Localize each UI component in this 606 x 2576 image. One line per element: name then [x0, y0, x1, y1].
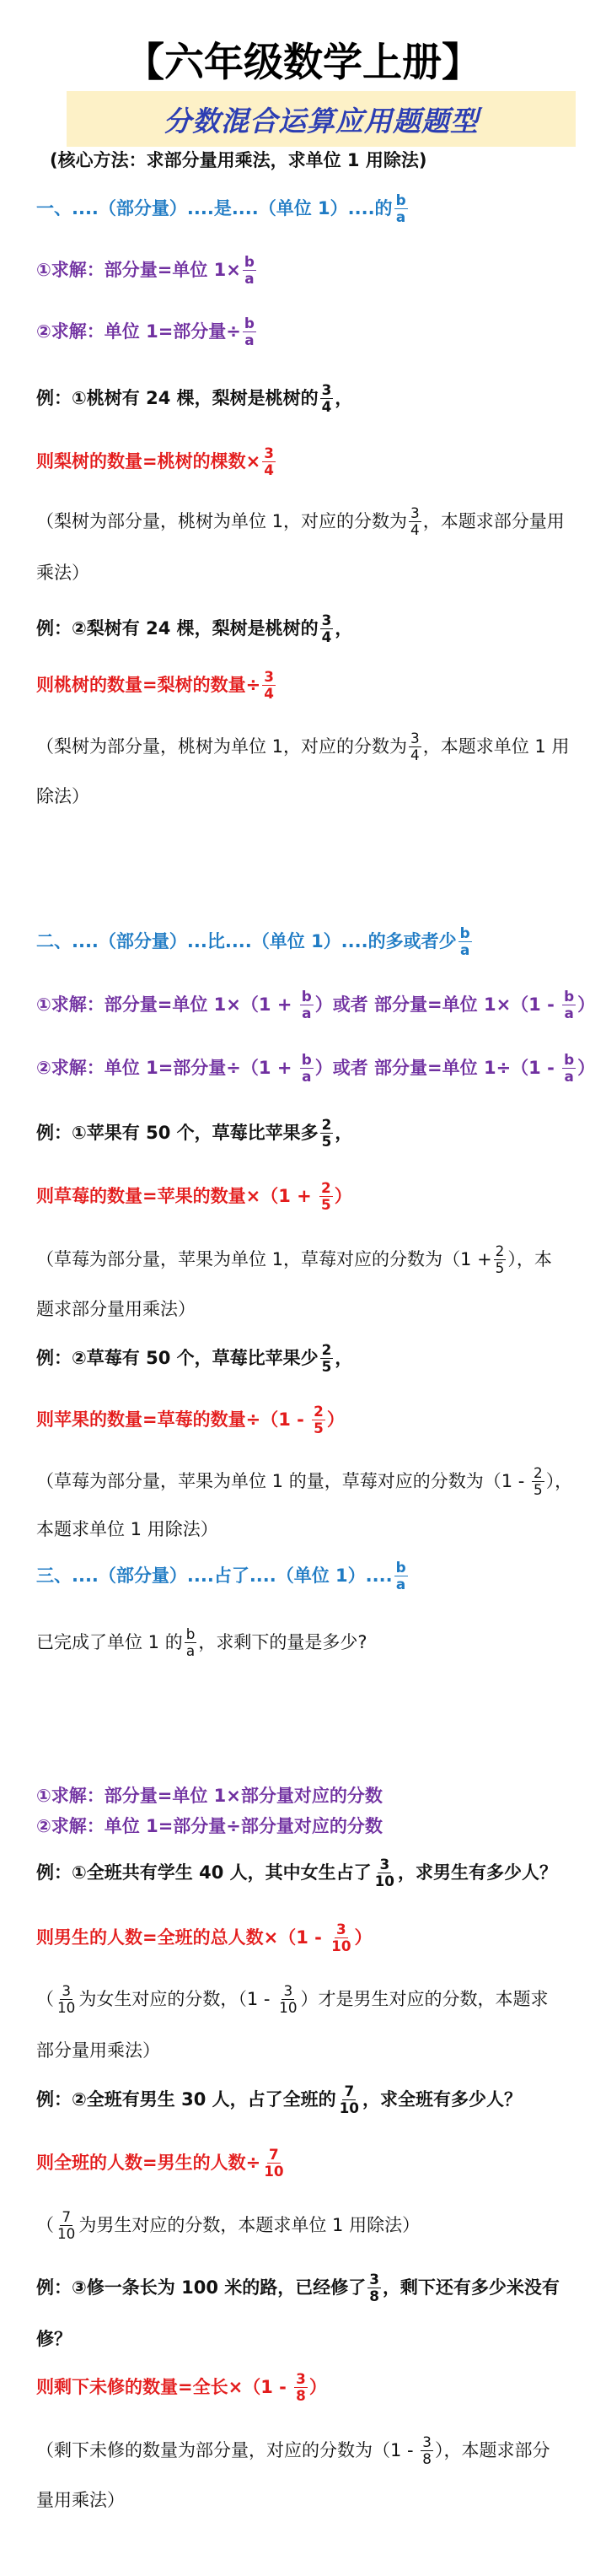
- solve-text-end: ）: [577, 994, 596, 1015]
- solve-text: ①求解：部分量=单位 1×部分量对应的分数: [36, 1786, 383, 1806]
- question-text: 例：②全班有男生 30 人，占了全班的: [36, 2089, 336, 2110]
- solve-text: ②求解：单位 1=部分量÷（1 +: [36, 1058, 298, 1078]
- section1-example2-note-line1: [36, 721, 569, 772]
- section3-example3-note-line2: [36, 2475, 125, 2525]
- fraction: [262, 445, 276, 478]
- section1-example1-answer: [36, 436, 277, 487]
- section1-heading: [36, 183, 410, 234]
- fraction-numerator: b: [185, 1625, 196, 1642]
- section2-example2-question: [36, 1333, 352, 1383]
- fraction: [330, 1921, 352, 1954]
- section2-example1-note-line2: [36, 1284, 196, 1334]
- answer-text: 则草莓的数量=苹果的数量×（1 +: [36, 1186, 319, 1206]
- section2-example2-note-line1: [36, 1456, 572, 1506]
- solve-text: ②求解：单位 1=部分量÷部分量对应的分数: [36, 1816, 383, 1836]
- fraction-numerator: 2: [321, 1115, 332, 1133]
- section2-solve2: [36, 1043, 595, 1093]
- fraction-numerator: 3: [422, 2433, 432, 2450]
- answer-text: 则男生的人数=全班的总人数×（1 -: [36, 1927, 329, 1948]
- fraction-denominator: a: [185, 1641, 196, 1659]
- fraction-denominator: a: [459, 940, 470, 958]
- fraction-denominator: a: [302, 1004, 312, 1021]
- question-text: 修？: [36, 2329, 72, 2349]
- fraction: [421, 2434, 433, 2467]
- fraction-numerator: b: [395, 191, 406, 208]
- fraction-denominator: 10: [57, 2224, 76, 2242]
- fraction-denominator: 4: [321, 628, 332, 645]
- note-text: 部分量用乘法）: [36, 2040, 160, 2061]
- fraction: [494, 1243, 507, 1276]
- fraction: [185, 1626, 197, 1659]
- fraction-numerator: b: [301, 1050, 312, 1068]
- section3-example3-question-line2: [36, 2314, 72, 2364]
- fraction: [562, 989, 576, 1021]
- note-text-end: ）才是男生对应的分数，本题求: [300, 1989, 549, 2009]
- question-text: 例：②草莓有 50 个，草莓比苹果少: [36, 1348, 319, 1368]
- section2-heading: [36, 916, 474, 967]
- question-text-end: ，剩下还有多少米没有: [382, 2277, 560, 2298]
- core-method-text: (核心方法：求部分量用乘法，求单位 1 用除法): [50, 150, 427, 170]
- fraction: [262, 669, 276, 702]
- fraction-denominator: 10: [279, 1998, 298, 2016]
- fraction-numerator: b: [564, 987, 575, 1005]
- section3-solve2: [36, 1801, 383, 1851]
- answer-text: 则剩下未修的数量=全长×（1 -: [36, 2377, 293, 2397]
- note-text: （: [36, 1989, 54, 2009]
- fraction-numerator: b: [301, 987, 312, 1005]
- fraction: [562, 1052, 576, 1085]
- intro-text-end: ，求剩下的量是多少?: [198, 1632, 367, 1652]
- section3-example3-note-line1: [36, 2425, 550, 2476]
- answer-text-end: ）: [354, 1927, 373, 1948]
- question-text-end: ，: [335, 618, 353, 639]
- fraction-denominator: 5: [321, 1357, 332, 1375]
- note-text-end: ，本题求单位 1 用: [422, 736, 570, 757]
- section1-example1-note-line2: [36, 547, 89, 598]
- fraction: [338, 2083, 361, 2116]
- fraction: [320, 382, 334, 415]
- fraction: [243, 315, 256, 348]
- intro-text: 已完成了单位 1 的: [36, 1632, 183, 1652]
- fraction: [294, 2371, 308, 2404]
- question-text-end: ，: [335, 388, 353, 408]
- solve-text: ②求解：单位 1=部分量÷: [36, 321, 241, 342]
- section1-heading-text: 一、....（部分量）....是....（单位 1）....的: [36, 198, 393, 218]
- fraction-numerator: b: [244, 252, 255, 270]
- fraction-denominator: a: [395, 207, 406, 225]
- fraction-numerator: 3: [283, 1981, 293, 1999]
- section1-example1-note-line1: [36, 496, 565, 547]
- fraction-denominator: 10: [339, 2099, 359, 2116]
- note-text: （: [36, 2215, 54, 2235]
- fraction: [532, 1465, 544, 1498]
- page-title: 【六年级数学上册】: [125, 40, 481, 86]
- fraction-denominator: 5: [314, 1419, 324, 1436]
- question-text: 例：①苹果有 50 个，草莓比苹果多: [36, 1123, 319, 1143]
- fraction: [373, 1857, 396, 1889]
- fraction: [300, 1052, 314, 1085]
- answer-text-end: ）: [326, 1409, 345, 1430]
- fraction-denominator: a: [302, 1067, 312, 1085]
- fraction-numerator: 2: [495, 1242, 505, 1259]
- fraction-denominator: 10: [57, 1998, 76, 2016]
- note-text-end: ），: [545, 1471, 573, 1491]
- section3-example1-question: [36, 1847, 557, 1898]
- section3-example2-answer: [36, 2137, 287, 2188]
- fraction-denominator: 5: [534, 1480, 543, 1498]
- fraction-denominator: 4: [410, 746, 420, 763]
- fraction-denominator: 8: [369, 2287, 379, 2304]
- fraction: [320, 1117, 334, 1150]
- section1-solve1: [36, 245, 258, 295]
- fraction-numerator: 2: [314, 1402, 324, 1420]
- question-text-end: ，: [335, 1348, 353, 1368]
- fraction-numerator: 2: [321, 1178, 331, 1196]
- section3-example1-answer: [36, 1912, 373, 1963]
- fraction-numerator: 3: [379, 1855, 390, 1873]
- fraction-denominator: 10: [374, 1872, 394, 1889]
- section1-example2-answer: [36, 660, 277, 710]
- answer-text-end: ）: [308, 2377, 327, 2397]
- fraction-numerator: b: [459, 924, 470, 941]
- fraction: [319, 1180, 333, 1213]
- note-text: 量用乘法）: [36, 2490, 125, 2510]
- fraction-numerator: 3: [410, 504, 420, 521]
- subtitle: 分数混合运算应用题题型: [164, 104, 479, 137]
- note-text: 本题求单位 1 用除法）: [36, 1519, 218, 1539]
- fraction: [409, 505, 421, 538]
- fraction: [367, 2272, 381, 2304]
- fraction: [243, 254, 256, 287]
- question-text-end: ，求男生有多少人？: [397, 1862, 557, 1883]
- fraction-denominator: 10: [331, 1937, 351, 1954]
- fraction-denominator: 5: [321, 1132, 332, 1150]
- question-text: 例：①全班共有学生 40 人，其中女生占了: [36, 1862, 372, 1883]
- fraction: [394, 192, 408, 225]
- note-text: （草莓为部分量，苹果为单位 1 的量，草莓对应的分数为（1 -: [36, 1471, 530, 1491]
- fraction-denominator: a: [564, 1067, 574, 1085]
- section2-example2-note-line2: [36, 1504, 218, 1555]
- section3-heading: [36, 1550, 410, 1601]
- section3-intro: [36, 1617, 367, 1668]
- fraction: [56, 2209, 77, 2242]
- section3-example1-note-line2: [36, 2025, 160, 2076]
- section3-example3-answer: [36, 2362, 327, 2412]
- fraction-numerator: 3: [321, 611, 332, 628]
- solve-text-middle: ）或者 部分量=单位 1×（1 -: [314, 994, 561, 1015]
- section3-example1-note-line1: [36, 1974, 549, 2024]
- note-text: 乘法）: [36, 563, 89, 583]
- section2-solve1: [36, 979, 595, 1030]
- fraction: [320, 1342, 334, 1375]
- fraction: [262, 2147, 285, 2180]
- fraction: [394, 1560, 408, 1592]
- section2-heading-text: 二、....（部分量）...比....（单位 1）....的多或者少: [36, 931, 457, 951]
- question-text: 例：①桃树有 24 棵，梨树是桃树的: [36, 388, 319, 408]
- fraction-denominator: 4: [410, 520, 420, 538]
- question-text: 例：②梨树有 24 棵，梨树是桃树的: [36, 618, 319, 639]
- fraction-denominator: a: [395, 1575, 406, 1592]
- fraction-numerator: 3: [369, 2270, 379, 2288]
- section3-heading-text: 三、....（部分量）....占了....（单位 1）....: [36, 1566, 393, 1586]
- note-text: 除法）: [36, 786, 89, 806]
- section1-example2-note-line2: [36, 771, 89, 822]
- answer-text: 则梨树的数量=桃树的棵数×: [36, 451, 261, 472]
- fraction-numerator: 3: [335, 1920, 346, 1937]
- fraction-numerator: 3: [410, 729, 420, 746]
- fraction: [300, 989, 314, 1021]
- fraction: [56, 1983, 77, 2016]
- fraction-denominator: a: [564, 1004, 574, 1021]
- section3-example2-question: [36, 2074, 522, 2125]
- note-text-end: ，本题求部分量用: [422, 511, 565, 531]
- section3-example2-note: [36, 2200, 420, 2250]
- solve-text: ①求解：部分量=单位 1×: [36, 260, 241, 280]
- fraction-denominator: 4: [321, 397, 332, 415]
- note-text: （剩下未修的数量为部分量，对应的分数为（1 -: [36, 2440, 420, 2460]
- fraction-numerator: 7: [62, 2207, 72, 2225]
- question-text: 例：③修一条长为 100 米的路，已经修了: [36, 2277, 367, 2298]
- fraction-denominator: 8: [296, 2386, 306, 2404]
- answer-text: 则苹果的数量=草莓的数量÷（1 -: [36, 1409, 311, 1430]
- fraction: [320, 612, 334, 645]
- note-text-end: ），本题求部分: [434, 2440, 550, 2460]
- fraction-denominator: a: [244, 331, 255, 348]
- note-text: （草莓为部分量，苹果为单位 1，草莓对应的分数为（1 +: [36, 1249, 492, 1269]
- core-method: [50, 135, 426, 186]
- section1-solve2: [36, 306, 258, 357]
- fraction-numerator: 7: [269, 2145, 279, 2163]
- answer-text: 则桃树的数量=梨树的数量÷: [36, 675, 261, 695]
- fraction: [312, 1404, 325, 1436]
- note-text-end: ），本: [507, 1249, 552, 1269]
- section1-example2-question: [36, 603, 352, 654]
- solve-text-middle: ）或者 部分量=单位 1÷（1 -: [314, 1058, 561, 1078]
- fraction-numerator: 7: [344, 2082, 355, 2099]
- solve-text-end: ）: [577, 1058, 596, 1078]
- question-text-end: ，求全班有多少人？: [362, 2089, 522, 2110]
- fraction-numerator: 2: [534, 1463, 543, 1481]
- fraction-denominator: 4: [264, 461, 274, 478]
- fraction-numerator: 3: [264, 667, 274, 685]
- section1-example1-question: [36, 373, 352, 423]
- fraction-numerator: 3: [296, 2369, 306, 2387]
- section2-example1-note-line1: [36, 1234, 552, 1285]
- fraction-numerator: 2: [321, 1340, 332, 1358]
- question-text-end: ，: [335, 1123, 353, 1143]
- fraction-denominator: a: [244, 269, 255, 287]
- note-text-end: 为男生对应的分数，本题求单位 1 用除法）: [78, 2215, 421, 2235]
- section2-example2-answer: [36, 1394, 345, 1445]
- fraction-numerator: 3: [264, 444, 274, 461]
- note-text: 题求部分量用乘法）: [36, 1299, 196, 1319]
- fraction-denominator: 10: [264, 2162, 284, 2180]
- section2-example1-question: [36, 1107, 352, 1158]
- fraction-denominator: 5: [495, 1258, 505, 1276]
- fraction-numerator: b: [564, 1050, 575, 1068]
- section3-example3-question-line1: [36, 2262, 560, 2313]
- note-text: （梨树为部分量，桃树为单位 1，对应的分数为: [36, 736, 408, 757]
- answer-text-end: ）: [334, 1186, 352, 1206]
- fraction-denominator: 4: [264, 684, 274, 702]
- fraction-numerator: b: [244, 314, 255, 331]
- note-text-middle: 为女生对应的分数，（1 -: [78, 1989, 276, 2009]
- fraction: [409, 730, 421, 763]
- fraction-numerator: 3: [321, 380, 332, 398]
- fraction: [459, 925, 472, 958]
- section2-example1-answer: [36, 1171, 352, 1221]
- fraction-denominator: 8: [422, 2449, 432, 2467]
- answer-text: 则全班的人数=男生的人数÷: [36, 2153, 261, 2173]
- fraction-numerator: 3: [62, 1981, 72, 1999]
- note-text: （梨树为部分量，桃树为单位 1，对应的分数为: [36, 511, 408, 531]
- fraction: [277, 1983, 298, 2016]
- solve-text: ①求解：部分量=单位 1×（1 +: [36, 994, 298, 1015]
- fraction-denominator: 5: [321, 1195, 331, 1213]
- fraction-numerator: b: [395, 1558, 406, 1576]
